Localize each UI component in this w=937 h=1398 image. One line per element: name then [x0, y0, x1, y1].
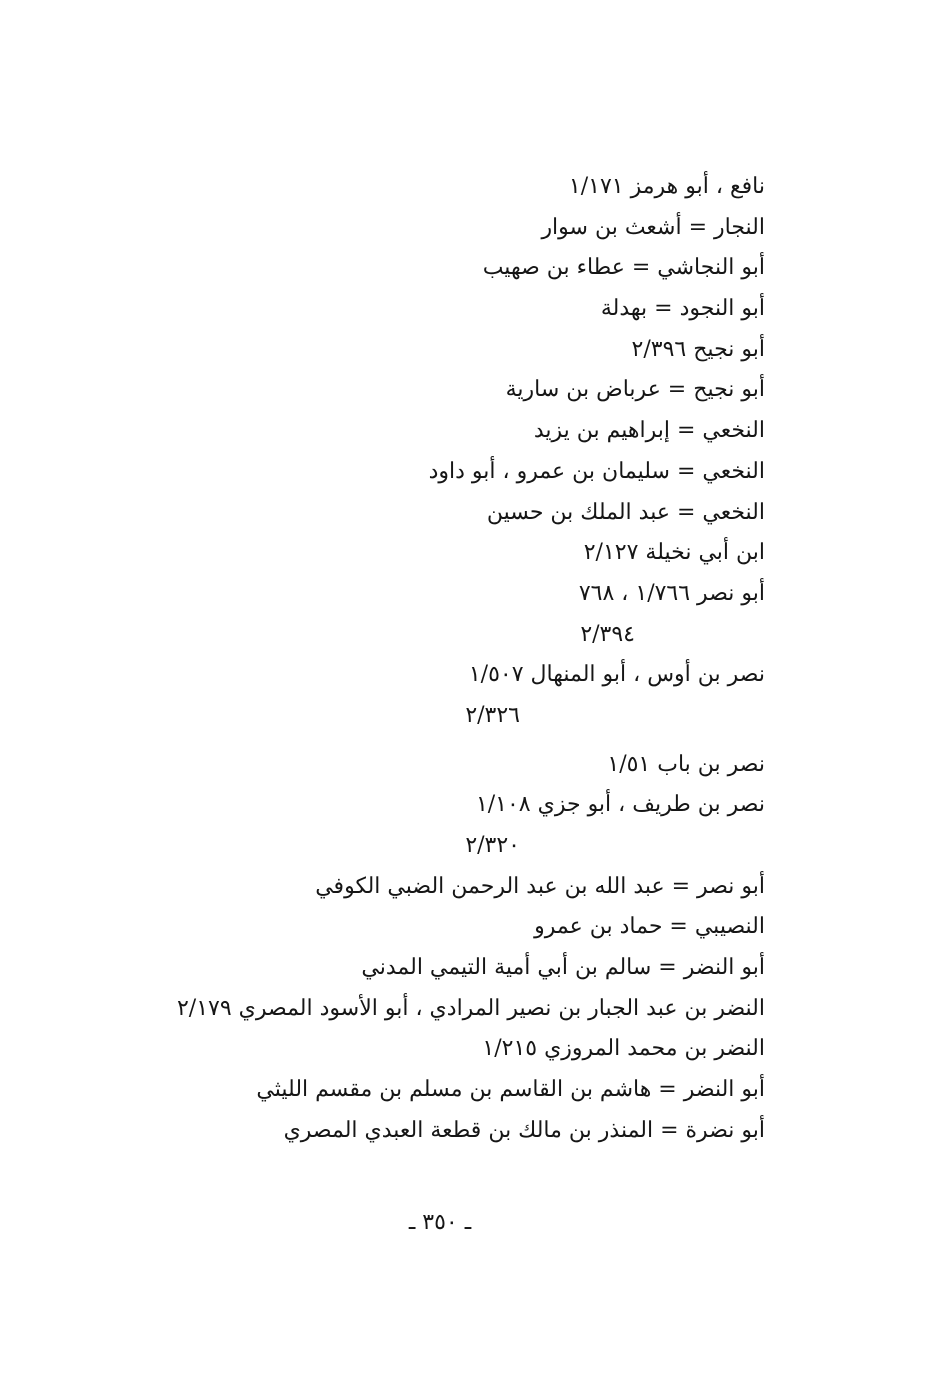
index-entry: أبو النضر = سالم بن أبي أمية التيمي المدني — [361, 955, 765, 981]
index-entry: أبو نجيح = عرباض بن سارية — [505, 377, 765, 403]
index-entry: النخعي = إبراهيم بن يزيد — [533, 418, 765, 444]
index-entry: النصيبي = حماد بن عمرو — [534, 914, 765, 940]
index-entry: نصر بن أوس ، أبو المنهال ١/٥٠٧ — [468, 662, 765, 688]
index-entry: أبو نجيح ٢/٣٩٦ — [631, 336, 765, 362]
index-entry: أبو نضرة = المنذر بن مالك بن قطعة العبدي المصري — [283, 1117, 765, 1143]
index-entry: نصر بن باب ١/٥١ — [607, 751, 765, 777]
index-entry-continuation: ٢/٣٢٦ — [465, 702, 520, 728]
index-entry: أبو النضر = هاشم بن القاسم بن مسلم بن مقسم الليثي — [256, 1077, 765, 1103]
index-entries — [120, 167, 765, 1152]
index-entry: نصر بن طريف ، أبو جزي ١/١٠٨ — [475, 792, 765, 818]
index-entry: النضر بن عبد الجبار بن نصير المرادي ، أبو الأسود المصري ٢/١٧٩ — [176, 995, 765, 1021]
index-entry: أبو النجاشي = عطاء بن صهيب — [482, 255, 765, 281]
index-entry: النجار = أشعث بن سوار — [541, 214, 765, 240]
index-entry-continuation: ٢/٣٩٤ — [580, 621, 635, 647]
index-entry: أبو نصر ١/٧٦٦ ، ٧٦٨ — [578, 580, 765, 606]
index-entry: نافع ، أبو هرمز ١/١٧١ — [568, 174, 765, 199]
page-number: ـ ٣٥٠ ـ — [408, 1210, 472, 1235]
index-entry: النضر بن محمد المروزي ١/٢١٥ — [482, 1036, 765, 1062]
index-entry: النخعي = سليمان بن عمرو ، أبو داود — [428, 458, 765, 484]
index-entry: ابن أبي نخيلة ٢/١٢٧ — [583, 540, 765, 566]
index-entry-continuation: ٢/٣٢٠ — [465, 833, 520, 858]
index-entry: أبو نصر = عبد الله بن عبد الرحمن الضبي الكوفي — [315, 873, 765, 899]
index-entry: النخعي = عبد الملك بن حسين — [486, 499, 765, 525]
index-entry: أبو النجود = بهدلة — [600, 296, 765, 322]
